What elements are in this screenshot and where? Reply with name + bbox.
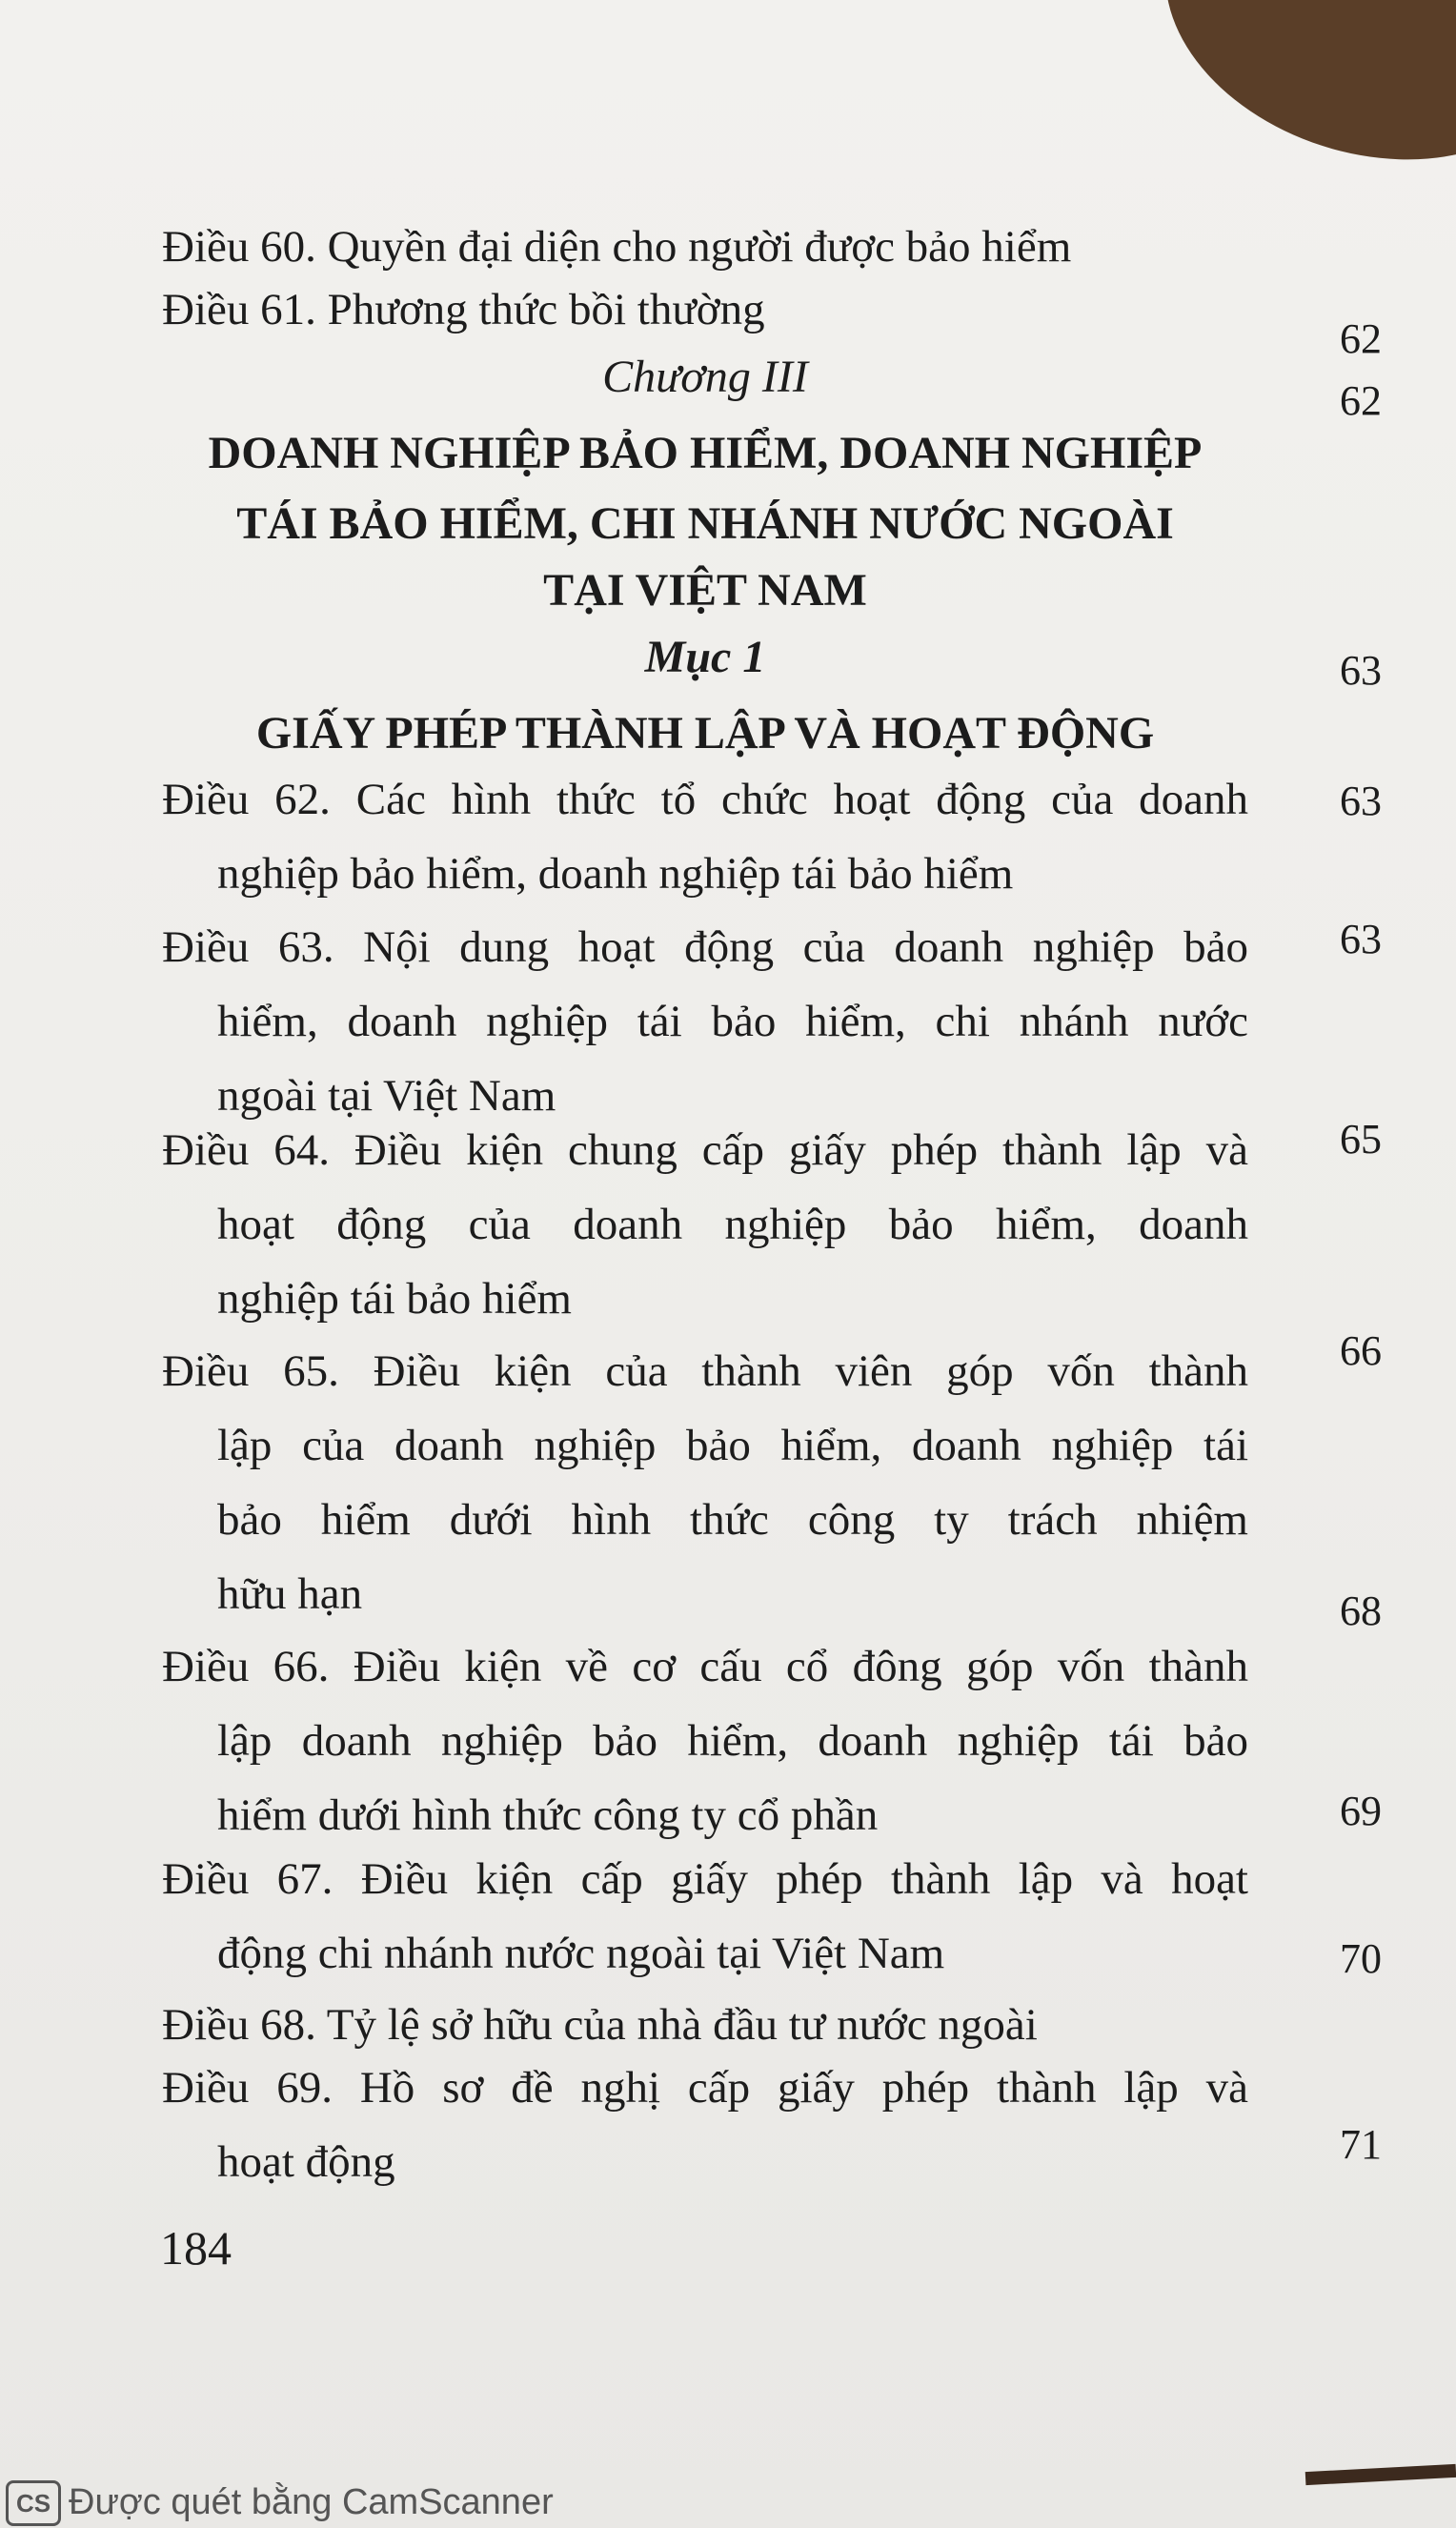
toc-entry-line: động chi nhánh nước ngoài tại Việt Nam — [217, 1929, 945, 1978]
toc-entry — [162, 1629, 1248, 1852]
toc-page-number: 65 — [1340, 1116, 1382, 1163]
toc-entry-line: Điều 60. Quyền đại diện cho người được bảo hiểm — [162, 222, 1072, 272]
toc-entry-line: lập doanh nghiệp bảo hiểm, doanh nghiệp tái bảo — [217, 1716, 1248, 1766]
toc-entry — [162, 910, 1248, 1133]
watermark-text: Được quét bằng CamScanner — [69, 2482, 554, 2522]
toc-page-number: 66 — [1340, 1327, 1382, 1374]
toc-entry-line: Điều 64. Điều kiện chung cấp giấy phép thành lập và — [162, 1125, 1248, 1175]
toc-entry-line: ngoài tại Việt Nam — [217, 1071, 556, 1121]
camscanner-logo-icon: CS — [6, 2480, 61, 2526]
toc-page-number: 69 — [1340, 1788, 1382, 1834]
section-label: Mục 1 — [644, 632, 766, 682]
chapter-label: Chương III — [602, 352, 808, 402]
toc-entry-line: hiểm, doanh nghiệp tái bảo hiểm, chi nhánh nước — [217, 997, 1248, 1046]
toc-entry — [162, 1334, 1248, 1631]
toc-entry-line: Điều 61. Phương thức bồi thường — [162, 285, 765, 334]
toc-page-number: 63 — [1340, 778, 1382, 824]
toc-entry — [162, 1842, 1248, 1991]
toc-page-number: 63 — [1340, 647, 1382, 694]
toc-entry — [162, 2051, 1248, 2199]
toc-entry-line: hiểm dưới hình thức công ty cổ phần — [217, 1790, 879, 1840]
toc-entry-line: lập của doanh nghiệp bảo hiểm, doanh nghiệp tái — [217, 1421, 1248, 1470]
toc-entry — [162, 1113, 1248, 1336]
toc-page-number: 71 — [1340, 2121, 1382, 2168]
toc-entry — [162, 762, 1248, 911]
chapter-title-line: DOANH NGHIỆP BẢO HIỂM, DOANH NGHIỆP — [208, 428, 1203, 478]
toc-entry-line: Điều 62. Các hình thức tổ chức hoạt động của doanh — [162, 775, 1248, 824]
scanner-watermark — [0, 2477, 724, 2528]
toc-entry-line: Điều 63. Nội dung hoạt động của doanh nghiệp bảo — [162, 922, 1248, 972]
toc-entry-line: bảo hiểm dưới hình thức công ty trách nhiệm — [217, 1495, 1248, 1545]
toc-entry-line: hoạt động của doanh nghiệp bảo hiểm, doanh — [217, 1200, 1248, 1249]
toc-page-number: 68 — [1340, 1588, 1382, 1634]
toc-entry-line: Điều 69. Hồ sơ đề nghị cấp giấy phép thành lập và — [162, 2063, 1248, 2113]
toc-page-number: 63 — [1340, 916, 1382, 962]
section-title: GIẤY PHÉP THÀNH LẬP VÀ HOẠT ĐỘNG — [255, 708, 1155, 758]
toc-entry-line: hữu hạn — [217, 1569, 363, 1619]
toc-entry-line: nghiệp bảo hiểm, doanh nghiệp tái bảo hiểm — [217, 849, 1014, 899]
toc-entry-line: hoạt động — [217, 2137, 395, 2187]
page-folio: 184 — [160, 2221, 232, 2275]
toc-page-number: 70 — [1340, 1935, 1382, 1982]
toc-entry-line: Điều 66. Điều kiện về cơ cấu cổ đông góp vốn thành — [162, 1642, 1248, 1691]
toc-entry-line: Điều 65. Điều kiện của thành viên góp vốn thành — [162, 1346, 1248, 1396]
toc-page-number: 62 — [1340, 377, 1382, 424]
chapter-title-line: TẠI VIỆT NAM — [543, 565, 867, 616]
toc-page-number: 62 — [1340, 315, 1382, 362]
toc-entry — [162, 273, 1248, 347]
toc-entry-line: nghiệp tái bảo hiểm — [217, 1274, 572, 1324]
toc-entry-line: Điều 68. Tỷ lệ sở hữu của nhà đầu tư nước ngoài — [162, 2000, 1038, 2050]
chapter-title-line: TÁI BẢO HIỂM, CHI NHÁNH NƯỚC NGOÀI — [236, 498, 1174, 549]
toc-entry-line: Điều 67. Điều kiện cấp giấy phép thành lập và hoạt — [162, 1854, 1248, 1904]
